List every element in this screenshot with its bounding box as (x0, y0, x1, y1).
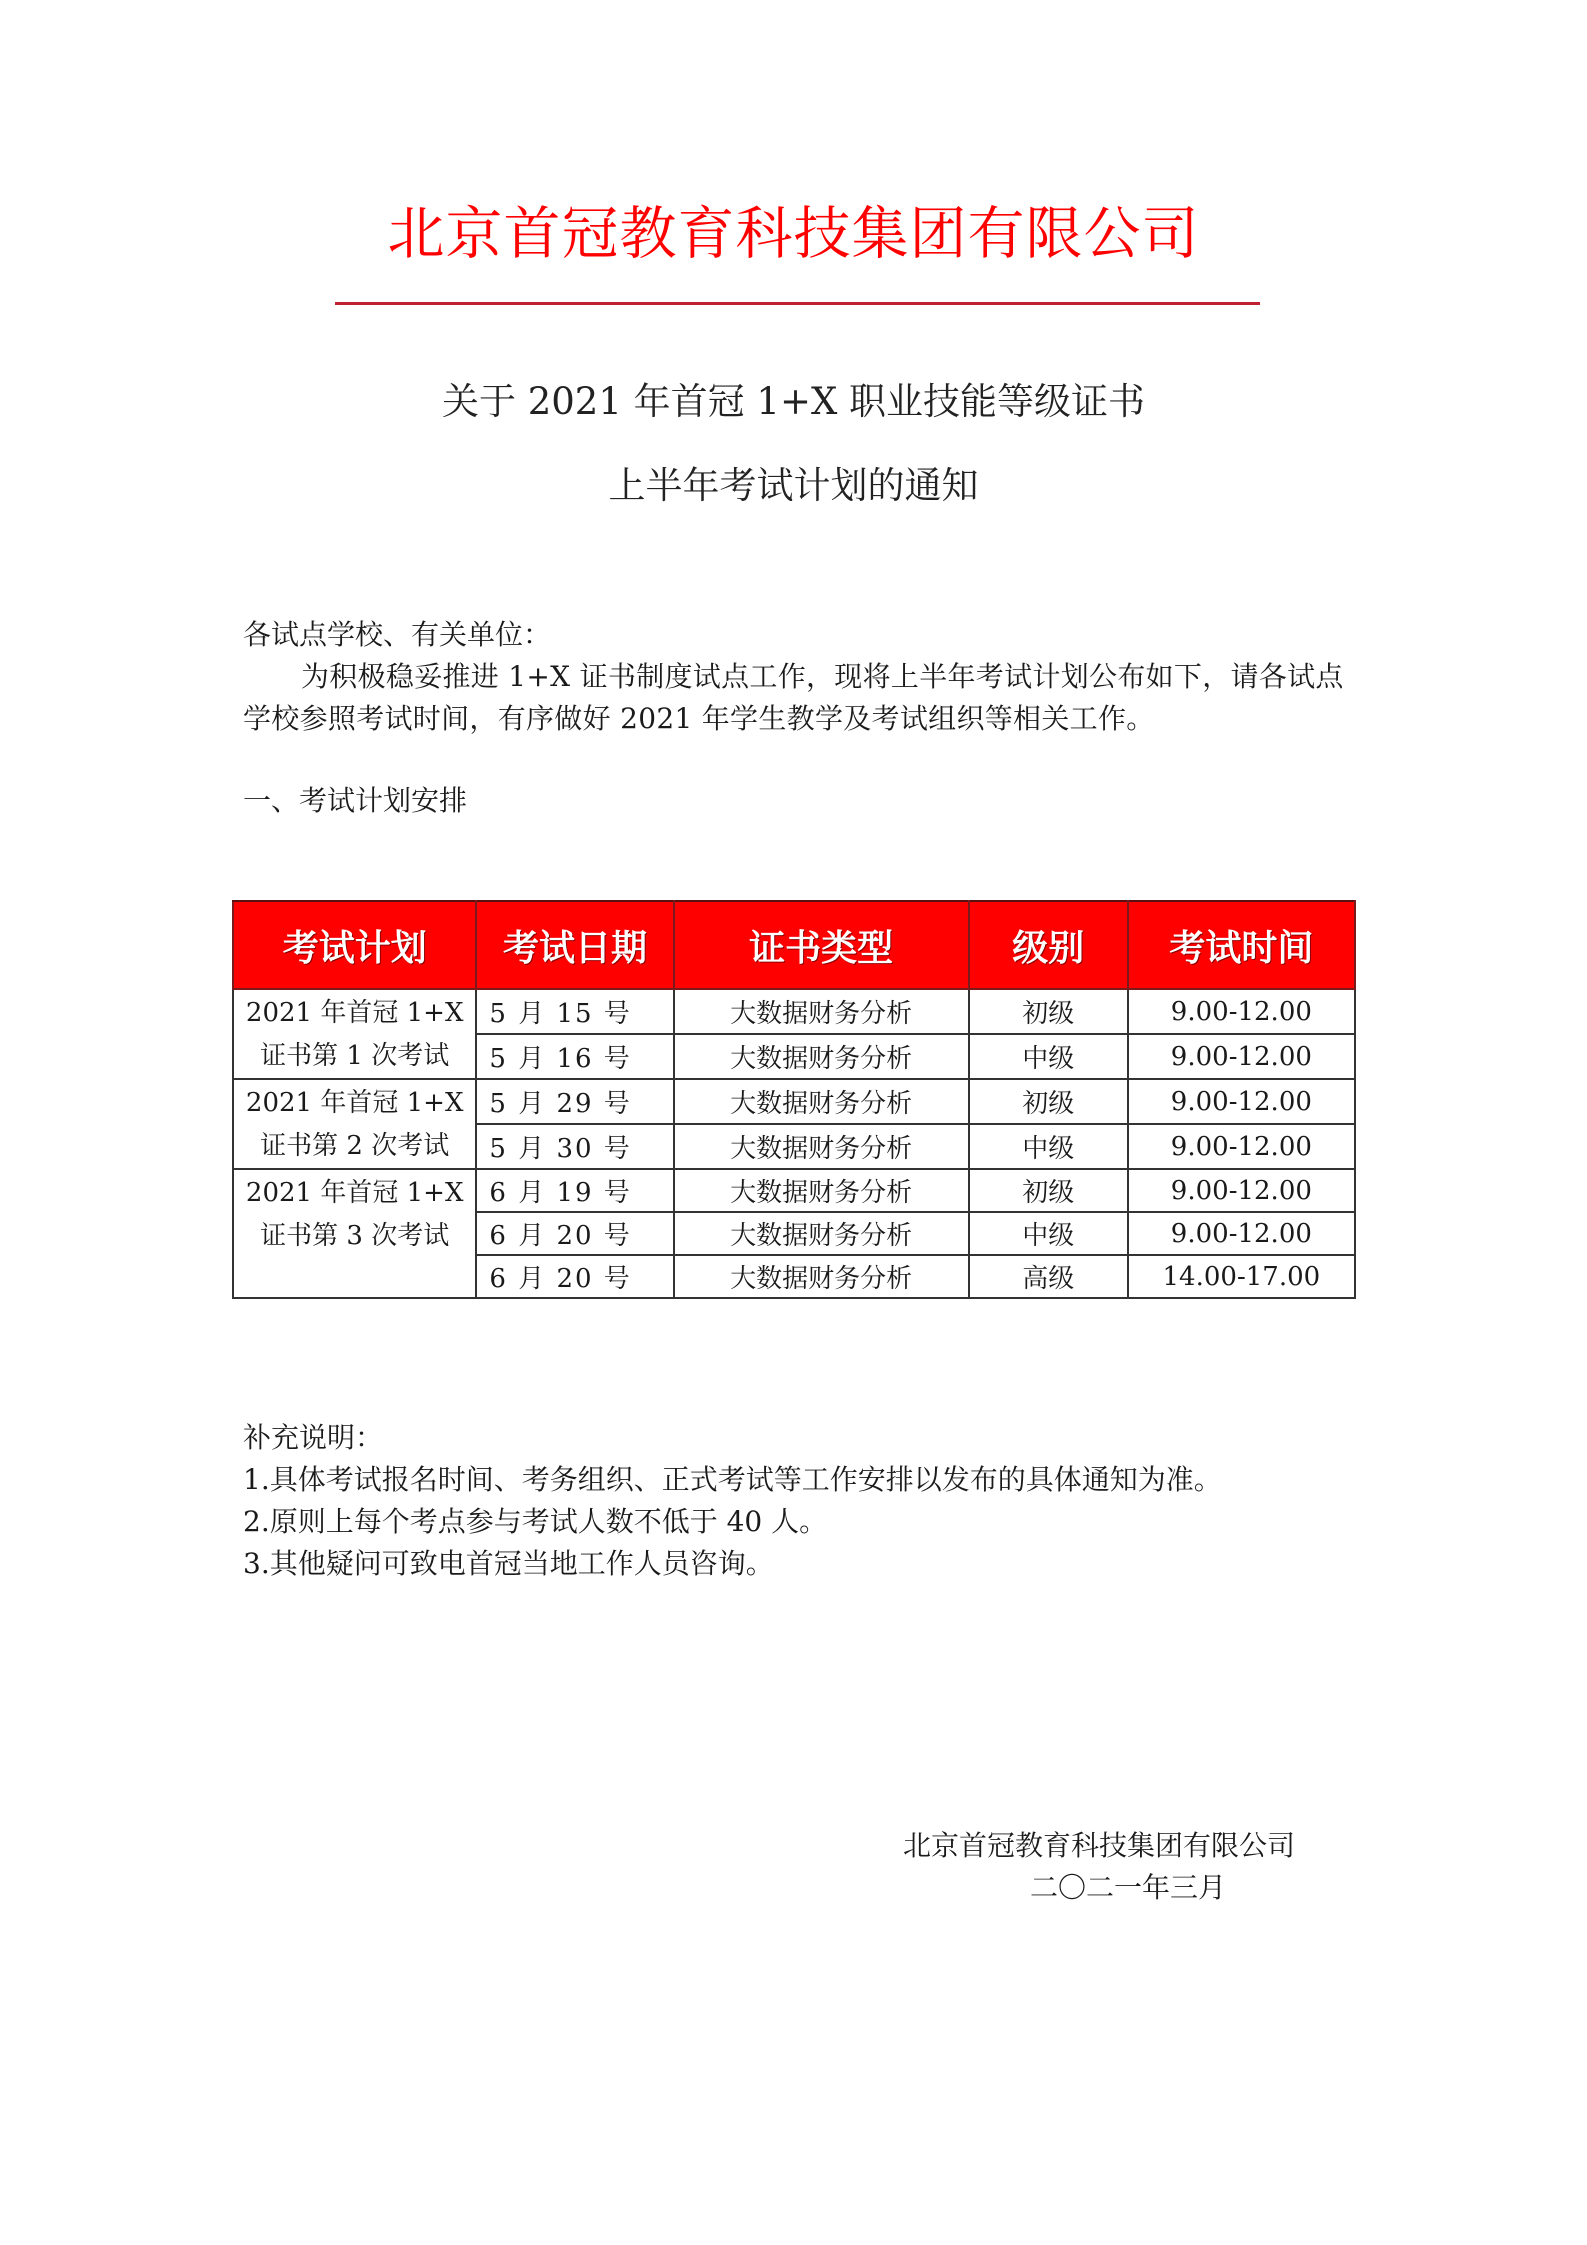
level-cell: 初级 (969, 1169, 1128, 1212)
plan-line: 证书第 3 次考试 (260, 1221, 450, 1251)
signature-date: 二〇二一年三月 (1030, 1871, 1227, 1904)
time-cell: 9.00-12.00 (1128, 1124, 1355, 1169)
column-header-time: 考试时间 (1128, 901, 1355, 989)
table-row (233, 989, 1355, 1034)
date-cell: 6 月 19 号 (476, 1169, 673, 1212)
note-item: 3.其他疑问可致电首冠当地工作人员咨询。 (243, 1547, 774, 1580)
cert-cell: 大数据财务分析 (674, 1212, 969, 1255)
notes-heading: 补充说明： (243, 1421, 384, 1454)
note-item: 2.原则上每个考点参与考试人数不低于 40 人。 (243, 1505, 828, 1538)
time-cell: 9.00-12.00 (1128, 1169, 1355, 1212)
plan-line: 2021 年首冠 1+X (245, 1088, 464, 1118)
column-header-cert-type: 证书类型 (674, 901, 969, 989)
level-cell: 初级 (969, 989, 1128, 1034)
date-cell: 5 月 29 号 (476, 1079, 673, 1124)
signature-org: 北京首冠教育科技集团有限公司 (903, 1829, 1296, 1862)
time-cell: 14.00-17.00 (1128, 1255, 1355, 1298)
column-header-level: 级别 (969, 901, 1128, 989)
cert-cell: 大数据财务分析 (674, 1255, 969, 1298)
section-heading: 一、考试计划安排 (243, 784, 468, 817)
letterhead-org-name: 北京首冠教育科技集团有限公司 (387, 201, 1200, 267)
column-header-plan: 考试计划 (233, 901, 476, 989)
plan-line: 证书第 1 次考试 (260, 1041, 450, 1071)
cert-cell: 大数据财务分析 (674, 1034, 969, 1079)
table-header-row (233, 901, 1355, 989)
time-cell: 9.00-12.00 (1128, 1034, 1355, 1079)
date-cell: 5 月 16 号 (476, 1034, 673, 1079)
plan-line: 2021 年首冠 1+X (245, 1178, 464, 1208)
level-cell: 中级 (969, 1124, 1128, 1169)
table-row (233, 1079, 1355, 1124)
cert-cell: 大数据财务分析 (674, 1169, 969, 1212)
date-cell: 5 月 15 号 (476, 989, 673, 1034)
plan-cell (233, 1079, 476, 1169)
exam-schedule-table (232, 900, 1356, 1299)
date-cell: 5 月 30 号 (476, 1124, 673, 1169)
plan-line: 2021 年首冠 1+X (245, 998, 464, 1028)
plan-line: 证书第 2 次考试 (260, 1131, 450, 1161)
column-header-date: 考试日期 (476, 901, 673, 989)
time-cell: 9.00-12.00 (1128, 1212, 1355, 1255)
time-cell: 9.00-12.00 (1128, 989, 1355, 1034)
table-row (233, 1169, 1355, 1212)
level-cell: 初级 (969, 1079, 1128, 1124)
level-cell: 高级 (969, 1255, 1128, 1298)
plan-cell (233, 1169, 476, 1298)
date-cell: 6 月 20 号 (476, 1212, 673, 1255)
document-title-line-2: 上半年考试计划的通知 (608, 464, 979, 507)
letterhead-divider (335, 302, 1260, 305)
salutation: 各试点学校、有关单位： (243, 618, 552, 651)
level-cell: 中级 (969, 1212, 1128, 1255)
plan-cell (233, 989, 476, 1079)
time-cell: 9.00-12.00 (1128, 1079, 1355, 1124)
document-title-line-1: 关于 2021 年首冠 1+X 职业技能等级证书 (441, 380, 1146, 423)
cert-cell: 大数据财务分析 (674, 1124, 969, 1169)
date-cell: 6 月 20 号 (476, 1255, 673, 1298)
cert-cell: 大数据财务分析 (674, 1079, 969, 1124)
level-cell: 中级 (969, 1034, 1128, 1079)
note-item: 1.具体考试报名时间、考务组织、正式考试等工作安排以发布的具体通知为准。 (243, 1463, 1222, 1496)
cert-cell: 大数据财务分析 (674, 989, 969, 1034)
intro-paragraph: 为积极稳妥推进 1+X 证书制度试点工作，现将上半年考试计划公布如下，请各试点学校参照考试时间，有序做好 2021 年学生教学及考试组织等相关工作。 (243, 660, 1344, 735)
